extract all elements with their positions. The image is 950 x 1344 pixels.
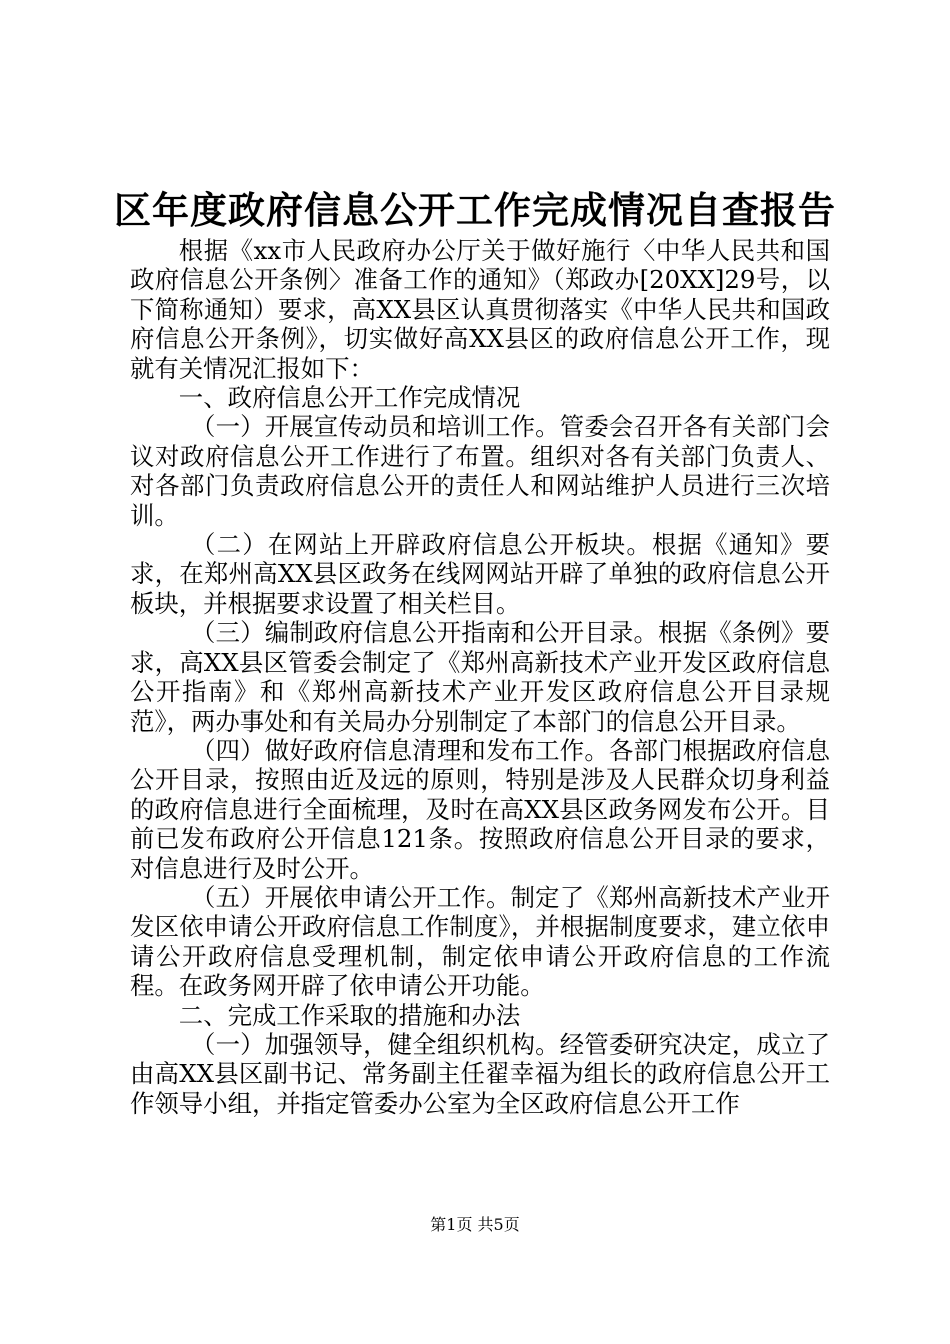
document-title: 区年度政府信息公开工作完成情况自查报告 [114, 188, 836, 232]
section-1-item-4: （四）做好政府信息清理和发布工作。各部门根据政府信息公开目录，按照由近及远的原则，特别是涉及人民群众切身利益的政府信息进行全面梳理，及时在高XX县区政务网发布公开。目前已发布政府公开信息121条。按照政府信息公开目录的要求，对信息进行及时公开。 [130, 735, 830, 883]
document-body [130, 236, 830, 1118]
page-footer: 第1页 共5页 [430, 1215, 520, 1234]
intro-paragraph: 根据《xx市人民政府办公厅关于做好施行〈中华人民共和国政府信息公开条例〉准备工作的通知》（郑政办[20XX]29号，以下简称通知）要求，高XX县区认真贯彻落实《中华人民共和国政府信息公开条例》，切实做好高XX县区的政府信息公开工作，现就有关情况汇报如下： [130, 236, 830, 383]
section-1-item-1: （一）开展宣传动员和培训工作。管委会召开各有关部门会议对政府信息公开工作进行了布置。组织对各有关部门负责人、对各部门负责政府信息公开的责任人和网站维护人员进行三次培训。 [130, 412, 830, 530]
section-heading-2: 二、完成工作采取的措施和办法 [178, 1000, 521, 1030]
section-1-item-3: （三）编制政府信息公开指南和公开目录。根据《条例》要求，高XX县区管委会制定了《郑州高新技术产业开发区政府信息公开指南》和《郑州高新技术产业开发区政府信息公开目录规范》，两办事处和有关局办分别制定了本部门的信息公开目录。 [130, 618, 830, 736]
section-heading-1: 一、政府信息公开工作完成情况 [178, 383, 521, 413]
section-1-item-5: （五）开展依申请公开工作。制定了《郑州高新技术产业开发区依申请公开政府信息工作制度》，并根据制度要求，建立依申请公开政府信息受理机制，制定依申请公开政府信息的工作流程。在政务网开辟了依申请公开功能。 [130, 882, 830, 1001]
section-2-item-1: （一）加强领导，健全组织机构。经管委研究决定，成立了由高XX县区副书记、常务副主任翟幸福为组长的政府信息公开工作领导小组，并指定管委办公室为全区政府信息公开工作 [130, 1029, 830, 1118]
section-1-item-2: （二）在网站上开辟政府信息公开板块。根据《通知》要求，在郑州高XX县区政务在线网网站开辟了单独的政府信息公开板块，并根据要求设置了相关栏目。 [130, 530, 830, 618]
